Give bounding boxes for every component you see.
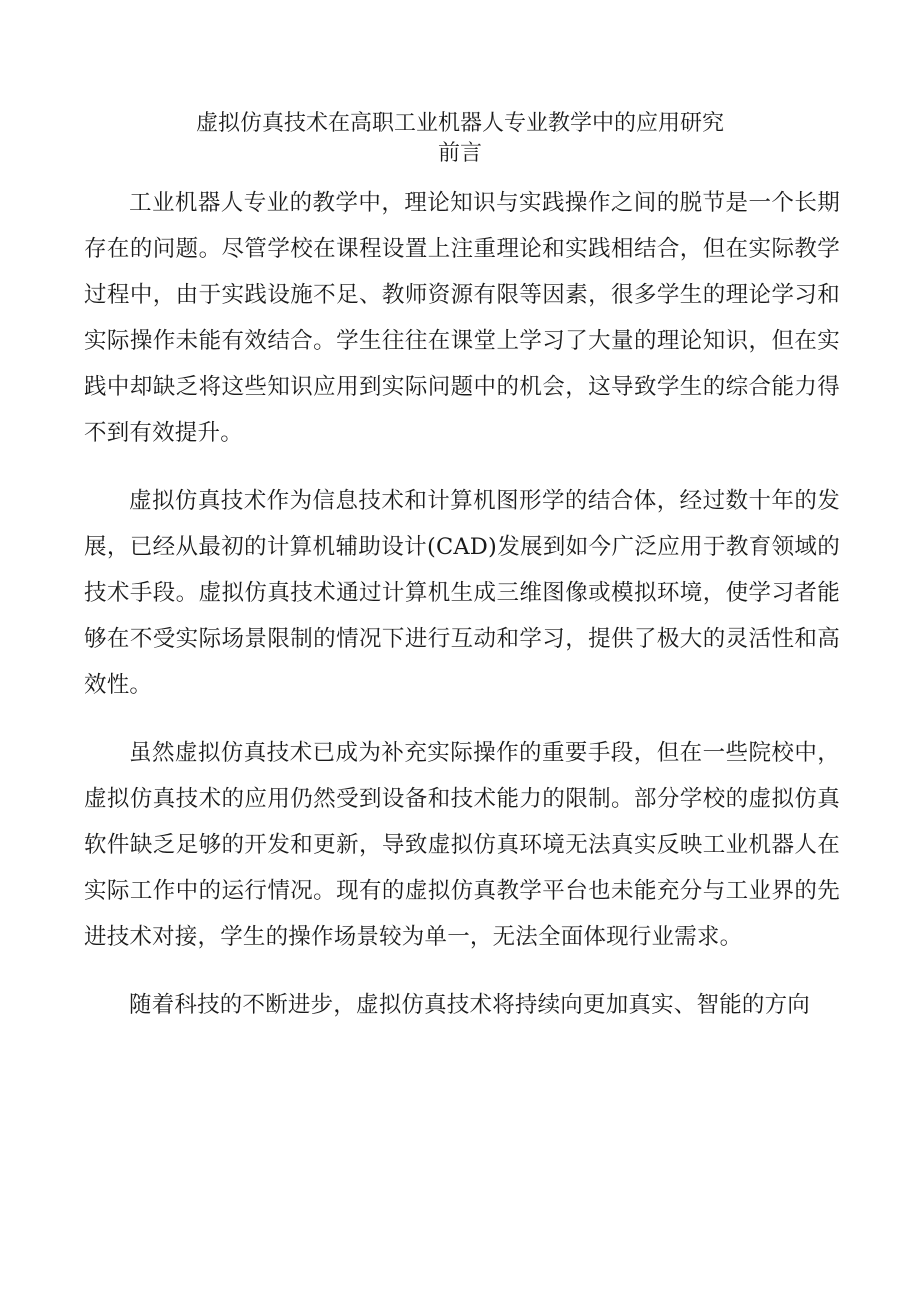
paragraph: 工业机器人专业的教学中，理论知识与实践操作之间的脱节是一个长期存在的问题。尽管学校在课程设置上注重理论和实践相结合，但在实际教学过程中，由于实践设施不足、教师资源有限等因素，很多学生的理论学习和实际操作未能有效结合。学生往往在课堂上学习了大量的理论知识，但在实践中却缺乏将这些知识应用到实际问题中的机会，这导致学生的综合能力得不到有效提升。 — [84, 190, 840, 446]
paragraph: 虚拟仿真技术作为信息技术和计算机图形学的结合体，经过数十年的发展，已经从最初的计算机辅助设计(CAD)发展到如今广泛应用于教育领域的技术手段。虚拟仿真技术通过计算机生成三维图像或模拟环境，使学习者能够在不受实际场景限制的情况下进行互动和学习，提供了极大的灵活性和高效性。 — [84, 488, 840, 698]
paragraph: 虽然虚拟仿真技术已成为补充实际操作的重要手段，但在一些院校中，虚拟仿真技术的应用仍然受到设备和技术能力的限制。部分学校的虚拟仿真软件缺乏足够的开发和更新，导致虚拟仿真环境无法真实反映工业机器人在实际工作中的运行情况。现有的虚拟仿真教学平台也未能充分与工业界的先进技术对接，学生的操作场景较为单一，无法全面体现行业需求。 — [84, 740, 840, 950]
document-title: 虚拟仿真技术在高职工业机器人专业教学中的应用研究 — [195, 111, 724, 136]
document-body — [84, 180, 840, 1050]
section-heading: 前言 — [437, 141, 482, 166]
paragraph: 随着科技的不断进步，虚拟仿真技术将持续向更加真实、智能的方向 — [129, 992, 811, 1018]
